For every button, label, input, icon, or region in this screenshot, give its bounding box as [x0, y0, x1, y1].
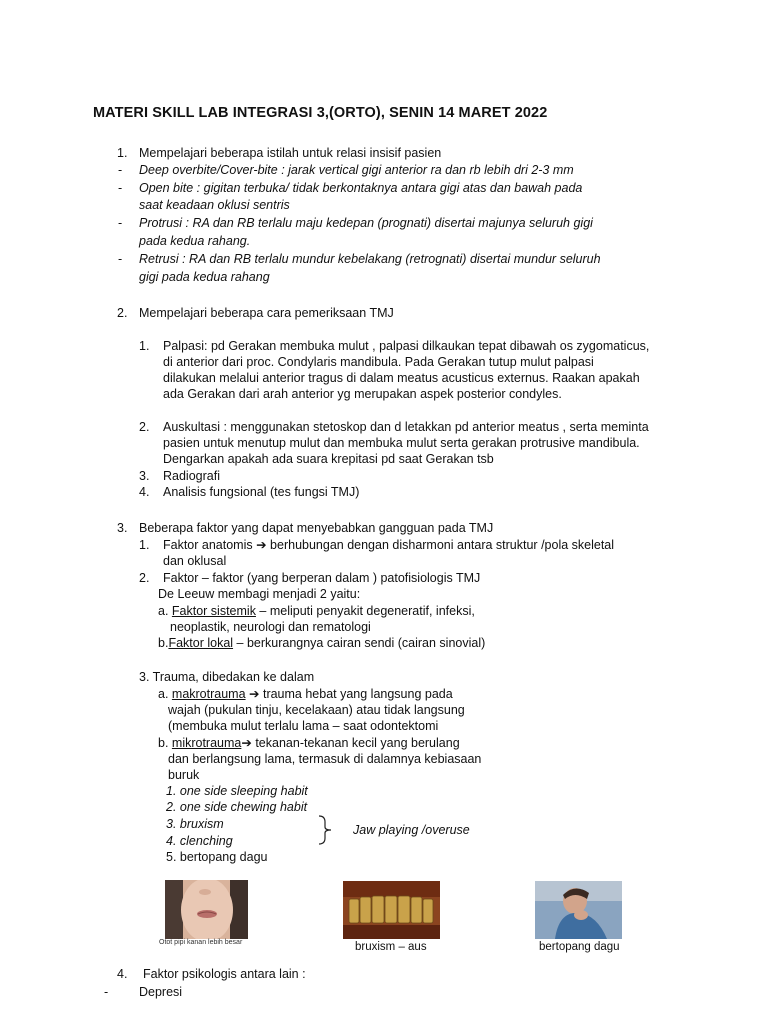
mikrotrauma-cont: buruk: [168, 768, 200, 782]
photo-chin-rest: [535, 881, 622, 939]
habit-item: 5. bertopang dagu: [166, 850, 268, 864]
factor-patofisiologis: Faktor – faktor (yang berperan dalam ) patofisiologis TMJ: [163, 571, 481, 585]
section-1-number: 1.: [117, 146, 128, 160]
factor-anatomis-cont: dan oklusal: [163, 554, 227, 568]
term-open-bite-cont: saat keadaan oklusi sentris: [139, 198, 290, 212]
photo-caption-bruxism: bruxism – aus: [355, 941, 427, 953]
habit-item: 2. one side chewing habit: [166, 800, 308, 814]
item-palpasi-line: di anterior dari proc. Condylaris mandibula. Pada Gerakan tutup mulut palpasi: [163, 355, 594, 369]
bullet-dash: -: [118, 181, 123, 195]
item-analisis-number: 4.: [139, 485, 150, 499]
section-3-number: 3.: [117, 521, 128, 535]
term-retrusi-cont: gigi pada kedua rahang: [139, 270, 270, 284]
habit-item: 1. one side sleeping habit: [166, 784, 308, 798]
face-photo: [165, 880, 248, 939]
term-protrusi: Protrusi : RA dan RB terlalu maju kedepan (prognati) disertai majunya seluruh gigi: [139, 216, 593, 230]
makrotrauma-cont: wajah (pukulan tinju, kecelakaan) atau tidak langsung: [168, 703, 465, 717]
item-palpasi-line: Palpasi: pd Gerakan membuka mulut , palpasi dilkaukan tepat dibawah os zygomaticus,: [163, 339, 650, 353]
mikrotrauma-line: b. mikrotrauma➔ tekanan-tekanan kecil yang berulang: [158, 736, 460, 750]
habit-item: 3. bruxism: [166, 817, 224, 831]
section-2-heading: Mempelajari beberapa cara pemeriksaan TMJ: [139, 306, 394, 320]
trauma-heading: 3. Trauma, dibedakan ke dalam: [139, 670, 315, 684]
item-analisis: Analisis fungsional (tes fungsi TMJ): [163, 485, 360, 499]
teeth-photo: [343, 881, 440, 939]
item-palpasi-number: 1.: [139, 339, 150, 353]
section-4-number: 4.: [117, 967, 128, 981]
term-deep-overbite: Deep overbite/Cover-bite : jarak vertical gigi anterior ra dan rb lebih dri 2-3 mm: [139, 163, 574, 177]
habit-item: 4. clenching: [166, 834, 233, 848]
bullet-dash: -: [104, 985, 109, 999]
person-photo: [535, 881, 622, 939]
photo-caption-cheek: Otot pipi kanan lebih besar: [159, 939, 243, 946]
arrow-icon: ➔: [241, 736, 252, 750]
makrotrauma-cont: (membuka mulut terlalu lama – saat odontektomi: [168, 719, 439, 733]
term-open-bite: Open bite : gigitan terbuka/ tidak berkontaknya antara gigi atas dan bawah pada: [139, 181, 583, 195]
term-retrusi: Retrusi : RA dan RB terlalu mundur kebelakang (retrognati) disertai mundur seluruh: [139, 252, 601, 266]
factor-de-leeuw: De Leeuw membagi menjadi 2 yaitu:: [158, 587, 361, 601]
arrow-icon: ➔: [256, 538, 267, 552]
section-4-heading: Faktor psikologis antara lain :: [143, 967, 306, 981]
section-3-heading: Beberapa faktor yang dapat menyebabkan gangguan pada TMJ: [139, 521, 494, 535]
jaw-playing-label: Jaw playing /overuse: [353, 823, 470, 837]
photo-cheek: [165, 880, 248, 939]
photo-bruxism: [343, 881, 440, 939]
factor-sistemik: a. Faktor sistemik – meliputi penyakit degeneratif, infeksi,: [158, 604, 475, 618]
mikrotrauma-cont: dan berlangsung lama, termasuk di dalamnya kebiasaan: [168, 752, 482, 766]
factor-lokal: b.Faktor lokal – berkurangnya cairan sendi (cairan sinovial): [158, 636, 486, 650]
factor-2-number: 2.: [139, 571, 150, 585]
bullet-dash: -: [118, 252, 123, 266]
item-palpasi-line: ada Gerakan dari arah anterior yg merupakan aspek posterior condyles.: [163, 387, 562, 401]
photo-caption-chin-rest: bertopang dagu: [539, 941, 620, 953]
item-auskultasi-line: Dengarkan apakah ada suara krepitasi pd saat Gerakan tsb: [163, 452, 494, 466]
item-auskultasi-line: Auskultasi : menggunakan stetoskop dan d letakkan pd anterior meatus , serta meminta: [163, 420, 649, 434]
makrotrauma-line: a. makrotrauma ➔ trauma hebat yang langsung pada: [158, 687, 453, 701]
bullet-dash: -: [118, 216, 123, 230]
item-auskultasi-number: 2.: [139, 420, 150, 434]
bullet-dash: -: [118, 163, 123, 177]
item-auskultasi-line: pasien untuk menutup mulut dan membuka mulut serta gerakan protrusive mandibula.: [163, 436, 640, 450]
item-radiografi-number: 3.: [139, 469, 150, 483]
item-radiografi: Radiografi: [163, 469, 220, 483]
item-palpasi-line: dilakukan melalui anterior tragus di dalam meatus acusticus externus. Raakan apakah: [163, 371, 640, 385]
term-protrusi-cont: pada kedua rahang.: [139, 234, 251, 248]
arrow-icon: ➔: [245, 687, 263, 701]
factor-sistemik-cont: neoplastik, neurologi dan rematologi: [170, 620, 371, 634]
section-1-heading: Mempelajari beberapa istilah untuk relasi insisif pasien: [139, 146, 442, 160]
factor-anatomis: Faktor anatomis ➔ berhubungan dengan disharmoni antara struktur /pola skeletal: [163, 538, 615, 552]
page-title: MATERI SKILL LAB INTEGRASI 3,(ORTO), SENIN 14 MARET 2022: [93, 105, 548, 121]
curly-brace-icon: [316, 815, 336, 845]
factor-1-number: 1.: [139, 538, 150, 552]
item-depresi: Depresi: [139, 985, 183, 999]
section-2-number: 2.: [117, 306, 128, 320]
